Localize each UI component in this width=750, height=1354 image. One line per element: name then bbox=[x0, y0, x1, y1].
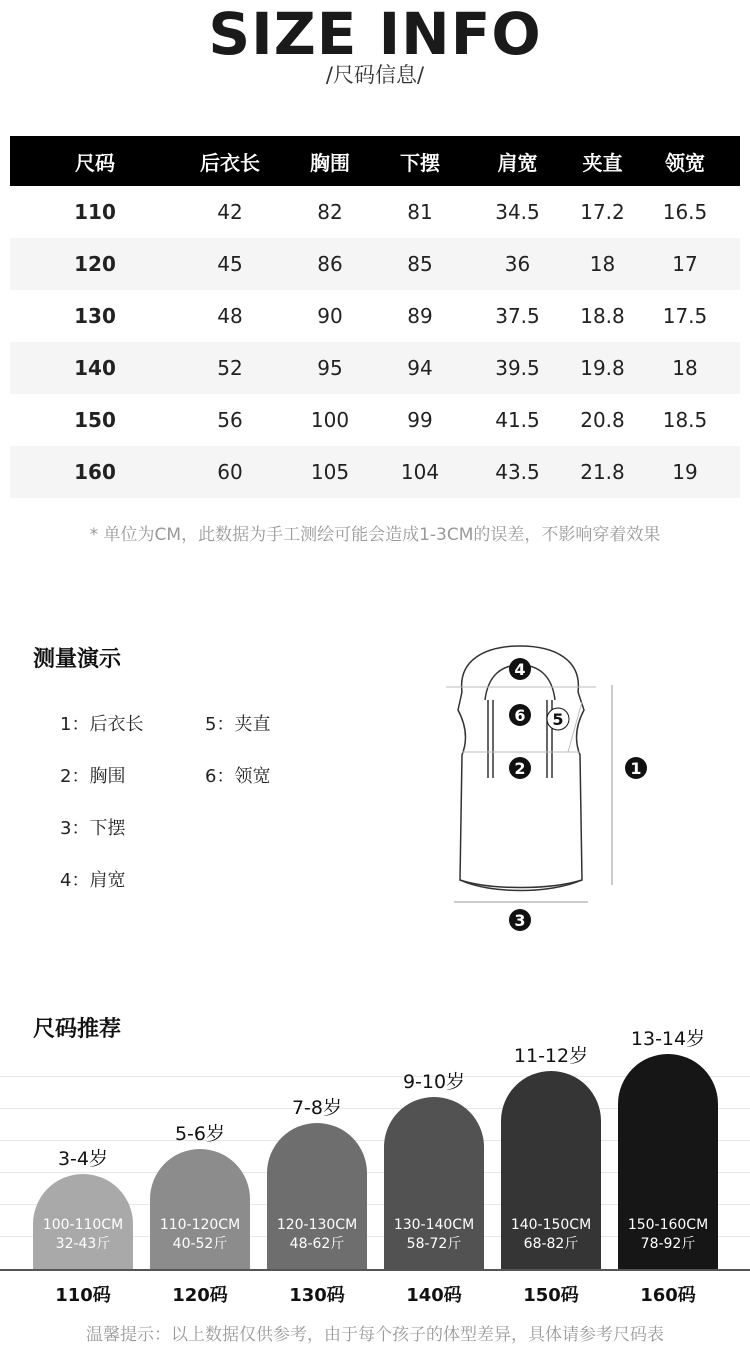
age-label: 5-6岁 bbox=[174, 1123, 226, 1145]
bar-weight: 48-62斤 bbox=[289, 1236, 345, 1252]
table-row bbox=[10, 446, 740, 498]
table-cell: 17 bbox=[672, 252, 698, 276]
header-cell: 领宽 bbox=[665, 150, 705, 175]
table-cell: 18 bbox=[589, 252, 616, 276]
table-cell: 140 bbox=[74, 356, 116, 380]
age-label: 13-14岁 bbox=[630, 1028, 706, 1050]
table-cell: 17.2 bbox=[580, 200, 625, 224]
table-cell: 110 bbox=[74, 200, 116, 224]
legend-item: 6：领宽 bbox=[205, 766, 271, 787]
table-cell: 120 bbox=[74, 252, 116, 276]
table-header bbox=[10, 136, 740, 186]
legend-item: 1：后衣长 bbox=[60, 714, 144, 735]
tip-text: 温馨提示：以上数据仅供参考，由于每个孩子的体型差异，具体请参考尺码表 bbox=[86, 1325, 664, 1345]
marker-5 bbox=[547, 708, 569, 730]
marker-4-label: 4 bbox=[514, 660, 526, 679]
table-cell: 52 bbox=[217, 356, 243, 380]
table-cell: 81 bbox=[407, 200, 433, 224]
table-cell: 42 bbox=[217, 200, 243, 224]
table-cell: 34.5 bbox=[495, 200, 540, 224]
size-code: 150码 bbox=[523, 1285, 579, 1306]
table-cell: 130 bbox=[74, 304, 116, 328]
page-subtitle: /尺码信息/ bbox=[325, 63, 425, 87]
bar-height: 120-130CM bbox=[276, 1217, 358, 1233]
table-cell: 160 bbox=[74, 460, 116, 484]
marker-3 bbox=[509, 909, 531, 931]
bar-weight: 40-52斤 bbox=[172, 1236, 228, 1252]
header-cell: 肩宽 bbox=[497, 150, 538, 175]
table-cell: 48 bbox=[217, 304, 243, 328]
header-cell: 夹直 bbox=[582, 150, 623, 175]
table-cell: 18 bbox=[672, 356, 698, 380]
age-label: 3-4岁 bbox=[57, 1148, 109, 1170]
table-cell: 39.5 bbox=[495, 356, 540, 380]
table-cell: 18.5 bbox=[662, 408, 708, 432]
size-bar bbox=[150, 1149, 250, 1269]
header-cell: 后衣长 bbox=[200, 150, 260, 175]
measurement-note: * 单位为CM，此数据为手工测绘可能会造成1-3CM的误差，不影响穿着效果 bbox=[89, 525, 661, 545]
table-cell: 41.5 bbox=[495, 408, 540, 432]
size-code: 120码 bbox=[172, 1285, 228, 1306]
hem-line bbox=[460, 880, 582, 891]
bar-weight: 78-92斤 bbox=[640, 1236, 696, 1252]
table-row bbox=[10, 290, 740, 342]
table-cell: 21.8 bbox=[580, 460, 625, 484]
table-cell: 150 bbox=[74, 408, 116, 432]
table-cell: 19.8 bbox=[580, 356, 625, 380]
size-bar bbox=[618, 1054, 718, 1269]
page-title: SIZE INFO bbox=[208, 0, 542, 68]
table-cell: 43.5 bbox=[495, 460, 540, 484]
table-cell: 20.8 bbox=[580, 408, 625, 432]
armhole-guide bbox=[568, 702, 582, 752]
marker-6 bbox=[509, 704, 531, 726]
table-cell: 90 bbox=[317, 304, 343, 328]
bar-weight: 32-43斤 bbox=[55, 1236, 111, 1252]
table-cell: 94 bbox=[407, 356, 433, 380]
marker-3-label: 3 bbox=[514, 911, 526, 930]
marker-1-label: 1 bbox=[630, 759, 642, 778]
table-row bbox=[10, 186, 740, 238]
table-cell: 100 bbox=[310, 408, 350, 432]
table-cell: 56 bbox=[217, 408, 243, 432]
bar-height: 100-110CM bbox=[42, 1217, 124, 1233]
bar-height: 150-160CM bbox=[627, 1217, 709, 1233]
age-label: 7-8岁 bbox=[291, 1097, 343, 1119]
table-cell: 16.5 bbox=[662, 200, 708, 224]
table-cell: 60 bbox=[217, 460, 243, 484]
table-cell: 95 bbox=[317, 356, 343, 380]
legend-item: 2：胸围 bbox=[60, 766, 126, 787]
bar-weight: 58-72斤 bbox=[406, 1236, 462, 1252]
marker-4 bbox=[509, 658, 531, 680]
bar-height: 110-120CM bbox=[159, 1217, 241, 1233]
table-cell: 17.5 bbox=[662, 304, 708, 328]
bar-height: 140-150CM bbox=[510, 1217, 592, 1233]
measure-title: 测量演示 bbox=[33, 647, 122, 672]
size-bar bbox=[384, 1097, 484, 1269]
table-cell: 99 bbox=[407, 408, 433, 432]
table-cell: 37.5 bbox=[495, 304, 540, 328]
size-code: 160码 bbox=[640, 1285, 696, 1306]
size-bar bbox=[267, 1123, 367, 1269]
marker-2 bbox=[509, 757, 531, 779]
size-table bbox=[10, 136, 740, 498]
table-cell: 89 bbox=[407, 304, 433, 328]
bar-height: 130-140CM bbox=[393, 1217, 475, 1233]
table-cell: 85 bbox=[407, 252, 433, 276]
size-bar bbox=[33, 1174, 133, 1269]
legend-item: 3：下摆 bbox=[60, 818, 126, 839]
header-cell: 尺码 bbox=[75, 150, 115, 175]
legend-item: 4：肩宽 bbox=[60, 870, 126, 891]
table-cell: 86 bbox=[317, 252, 343, 276]
table-cell: 18.8 bbox=[580, 304, 625, 328]
size-bar bbox=[501, 1071, 601, 1269]
size-code: 130码 bbox=[289, 1285, 345, 1306]
table-cell: 36 bbox=[504, 252, 531, 276]
recommend-title: 尺码推荐 bbox=[33, 1017, 122, 1042]
age-label: 9-10岁 bbox=[402, 1071, 466, 1093]
header-cell: 胸围 bbox=[310, 150, 350, 175]
chart-baseline bbox=[0, 1269, 750, 1271]
marker-1 bbox=[625, 757, 647, 779]
legend-item: 5：夹直 bbox=[205, 714, 271, 735]
size-code: 110码 bbox=[55, 1285, 111, 1306]
table-cell: 104 bbox=[400, 460, 440, 484]
table-cell: 19 bbox=[672, 460, 698, 484]
table-cell: 45 bbox=[217, 252, 243, 276]
header-cell: 下摆 bbox=[400, 150, 440, 175]
table-row bbox=[10, 394, 740, 446]
marker-5-label: 5 bbox=[552, 710, 564, 729]
marker-2-label: 2 bbox=[514, 759, 526, 778]
size-code: 140码 bbox=[406, 1285, 462, 1306]
table-row bbox=[10, 238, 740, 290]
table-cell: 105 bbox=[310, 460, 350, 484]
bar-weight: 68-82斤 bbox=[523, 1236, 579, 1252]
hoodie-vest-diagram bbox=[430, 640, 660, 940]
table-cell: 82 bbox=[317, 200, 343, 224]
marker-6-label: 6 bbox=[514, 706, 526, 725]
age-label: 11-12岁 bbox=[513, 1045, 589, 1067]
table-row bbox=[10, 342, 740, 394]
